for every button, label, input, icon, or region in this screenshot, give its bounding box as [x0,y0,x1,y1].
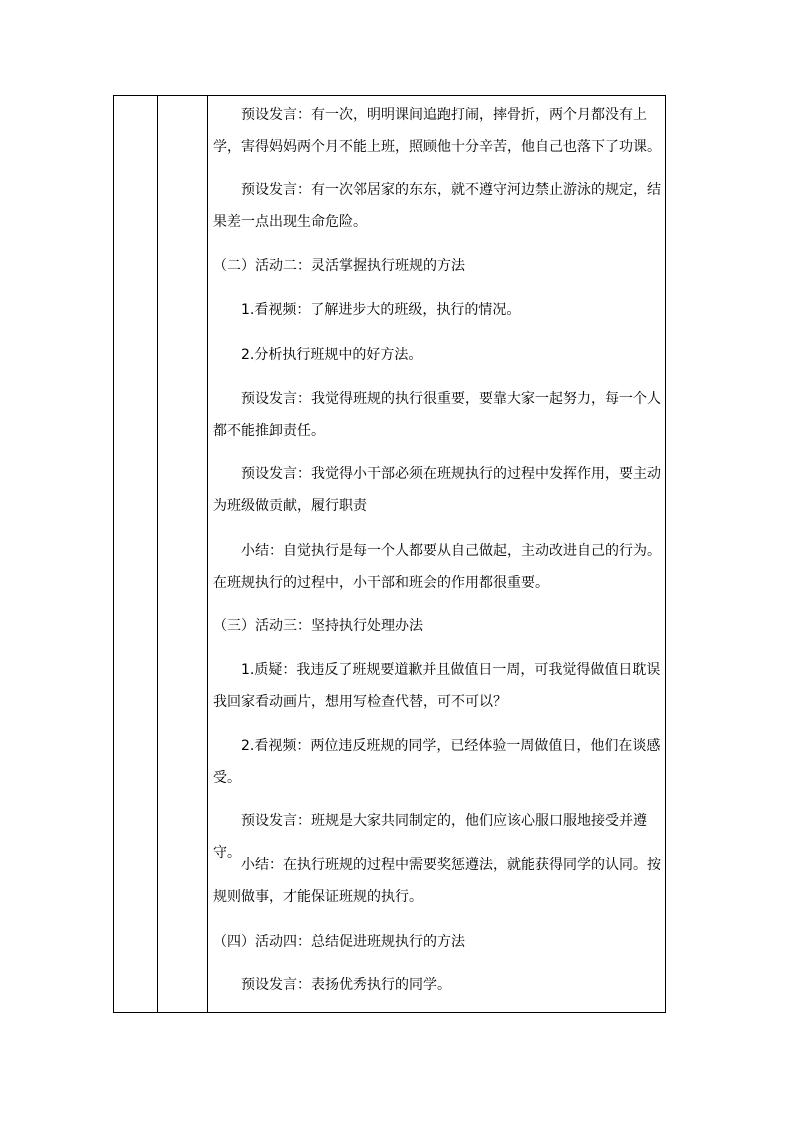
content-cell [208,96,665,1012]
summary-paragraph: 小结：自觉执行是每一个人都要从自己做起，主动改进自己的行为。在班规执行的过程中，小干部和班会的作用都很重要。 [213,543,661,591]
paragraph: 预设发言：有一次邻居家的东东，就不遵守河边禁止游泳的规定，结果差一点出现生命危险。 [213,182,661,230]
paragraph: 预设发言：我觉得小干部必须在班规执行的过程中发挥作用，要主动为班级做贡献，履行职责 [213,466,661,514]
paragraph: 2.分析执行班规中的好方法。 [241,347,423,363]
section-heading: （四）活动四：总结促进班规执行的方法 [213,934,465,950]
paragraph: 预设发言：有一次，明明课间追跑打闹，摔骨折，两个月都没有上学，害得妈妈两个月不能上班，照顾他十分辛苦，他自己也落下了功课。 [213,107,661,155]
paragraph: 1.看视频：了解进步大的班级，执行的情况。 [241,302,521,318]
summary-paragraph: 小结：在执行班规的过程中需要奖惩遵法，就能获得同学的认同。按规则做事，才能保证班规的执行。 [213,857,661,905]
paragraph: 2.看视频：两位违反班规的同学，已经体验一周做值日，他们在谈感受。 [213,738,661,786]
paragraph: 预设发言：班规是大家共同制定的，他们应该心服口服地接受并遵守。 [213,813,647,861]
paragraph: 预设发言：我觉得班规的执行很重要，要靠大家一起努力，每一个人都不能推卸责任。 [213,391,661,439]
section-heading: （三）活动三：坚持执行处理办法 [213,618,423,634]
column-divider [157,96,158,1012]
paragraph: 预设发言：表扬优秀执行的同学。 [241,977,451,993]
lesson-table [113,95,666,1013]
section-heading: （二）活动二：灵活掌握执行班规的方法 [213,258,465,274]
paragraph: 1.质疑：我违反了班规要道歉并且做值日一周，可我觉得做值日耽误我回家看动画片，想用写检查代替，可不可以？ [213,662,661,710]
